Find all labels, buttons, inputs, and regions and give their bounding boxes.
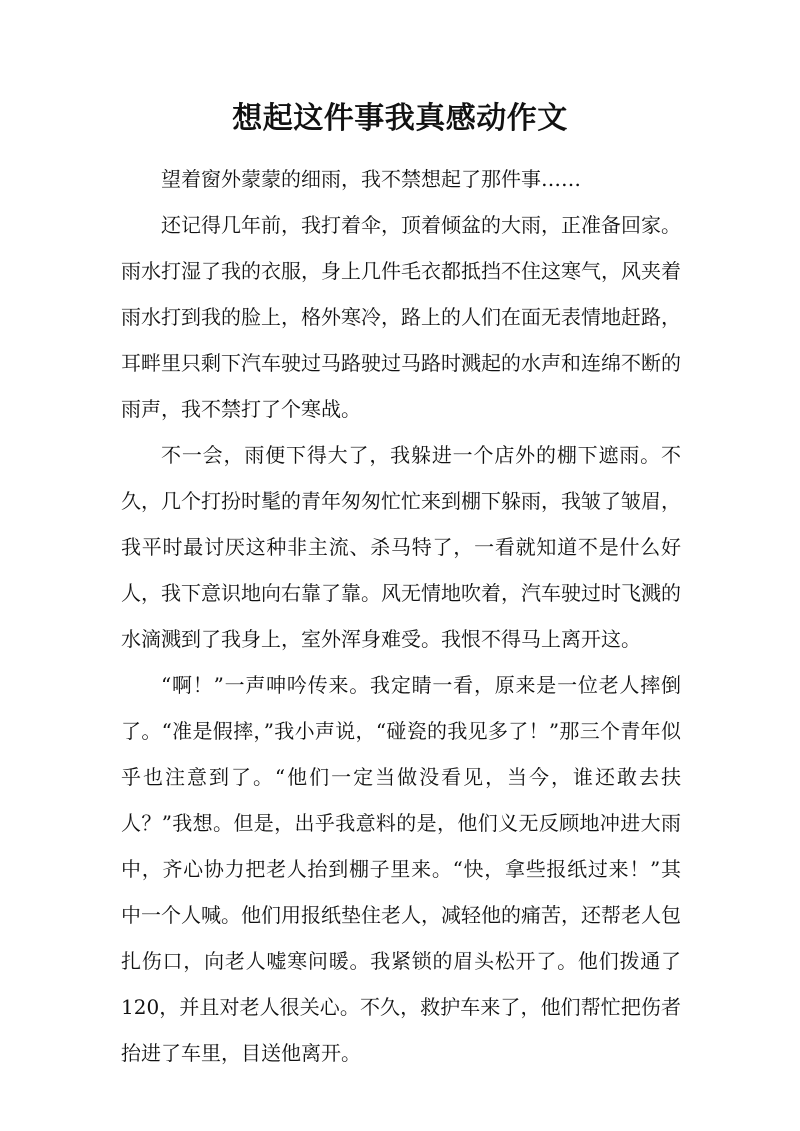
essay-title: 想起这件事我真感动作文 bbox=[232, 101, 568, 136]
essay-body bbox=[121, 156, 681, 1076]
paragraph: “啊！”一声呻吟传来。我定睛一看，原来是一位老人摔倒了。“准是假摔，”我小声说，“碰瓷的我见多了！”那三个青年似乎也注意到了。“他们一定当做没看见，当今，谁还敢去扶人？”我想。但是，出乎我意料的是，他们义无反顾地冲进大雨中，齐心协力把老人抬到棚子里来。“快，拿些报纸过来！”其中一个人喊。他们用报纸垫住老人，减轻他的痛苦，还帮老人包扎伤口，向老人嘘寒问暖。我紧锁的眉头松开了。他们拨通了120，并且对老人很关心。不久，救护车来了，他们帮忙把伤者抬进了车里，目送他离开。 bbox=[121, 673, 681, 1065]
paragraph: 不一会，雨便下得大了，我躲进一个店外的棚下遮雨。不久，几个打扮时髦的青年匆匆忙忙来到棚下躲雨，我皱了皱眉，我平时最讨厌这种非主流、杀马特了，一看就知道不是什么好人，我下意识地向右靠了靠。风无情地吹着，汽车驶过时飞溅的水滴溅到了我身上，室外浑身难受。我恨不得马上离开这。 bbox=[121, 443, 681, 651]
paragraph: 还记得几年前，我打着伞，顶着倾盆的大雨，正准备回家。雨水打湿了我的衣服，身上几件毛衣都抵挡不住这寒气，风夹着雨水打到我的脸上，格外寒冷，路上的人们在面无表情地赶路，耳畔里只剩下汽车驶过马路驶过马路时溅起的水声和连绵不断的雨声，我不禁打了个寒战。 bbox=[121, 213, 681, 421]
paragraph: 望着窗外蒙蒙的细雨，我不禁想起了那件事…… bbox=[161, 167, 581, 191]
